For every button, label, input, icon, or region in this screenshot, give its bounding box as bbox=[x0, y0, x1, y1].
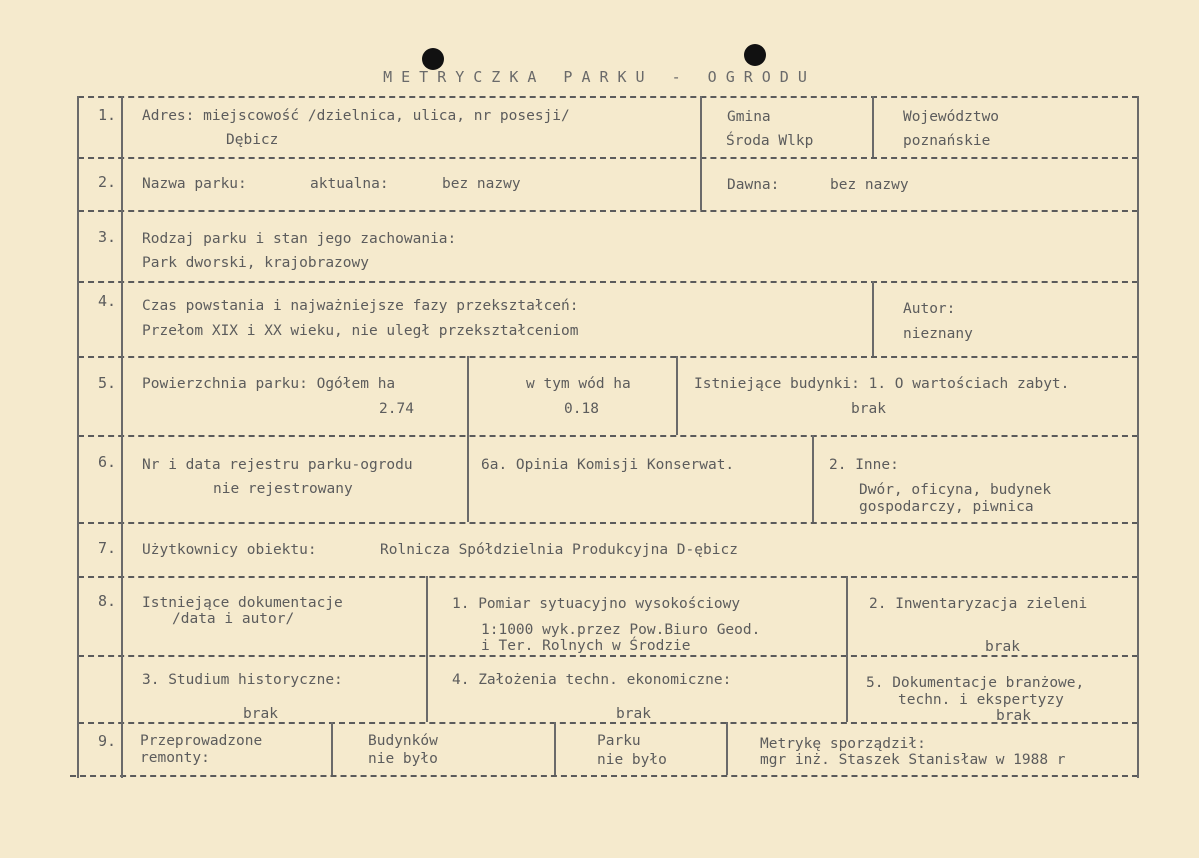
park-type-value: Park dworski, krajobrazowy bbox=[142, 255, 369, 271]
voivodeship-value: poznańskie bbox=[903, 133, 991, 149]
tech-econ-value: brak bbox=[616, 706, 651, 722]
form-title: METRYCZKA PARKU - OGRODU bbox=[383, 68, 816, 86]
r8-divider-inventory bbox=[846, 576, 848, 722]
park-renov-value: nie było bbox=[597, 752, 667, 768]
origin-label: Czas powstania i najważniejsze fazy przekształceń: bbox=[142, 298, 579, 314]
outer-right-border bbox=[1137, 96, 1139, 778]
prepared-by-value: mgr inż. Staszek Stanisław w 1988 r bbox=[760, 752, 1066, 768]
inventory-value: brak bbox=[985, 639, 1020, 655]
row-number-8: 8. bbox=[97, 592, 116, 610]
row-number-3: 3. bbox=[97, 228, 116, 246]
buildings-value: brak bbox=[851, 401, 886, 417]
current-name-value: bez nazwy bbox=[442, 176, 521, 192]
row-number-6: 6. bbox=[97, 453, 116, 471]
other-buildings-label: 2. Inne: bbox=[829, 457, 899, 473]
r4-divider-author bbox=[872, 281, 874, 356]
area-value: 2.74 bbox=[379, 401, 414, 417]
water-label: w tym wód ha bbox=[526, 376, 631, 392]
row-number-5: 5. bbox=[97, 374, 116, 392]
author-label: Autor: bbox=[903, 301, 956, 317]
current-name-label: aktualna: bbox=[310, 176, 389, 192]
prepared-by-label: Metrykę sporządził: bbox=[760, 736, 926, 752]
row-number-4: 4. bbox=[97, 292, 116, 310]
rule-4 bbox=[78, 356, 1138, 358]
history-value: brak bbox=[243, 706, 278, 722]
rule-8b bbox=[78, 722, 1138, 724]
rule-6 bbox=[78, 522, 1138, 524]
gmina-value: Środa Wlkp bbox=[726, 133, 814, 149]
number-column-divider bbox=[121, 96, 123, 778]
rule-top bbox=[78, 96, 1138, 98]
punch-hole-left bbox=[422, 48, 444, 70]
address-value: Dębicz bbox=[226, 132, 279, 148]
gmina-label: Gmina bbox=[727, 109, 771, 125]
row-number-2: 2. bbox=[97, 173, 116, 191]
other-buildings-value-1: Dwór, oficyna, budynek bbox=[859, 482, 1052, 498]
branch-docs-value: brak bbox=[996, 708, 1031, 724]
r9-divider-park bbox=[554, 722, 556, 775]
rule-3 bbox=[78, 281, 1138, 283]
park-name-label: Nazwa parku: bbox=[142, 176, 247, 192]
rule-1 bbox=[78, 157, 1138, 159]
inventory-label: 2. Inwentaryzacja zieleni bbox=[869, 596, 1088, 612]
origin-value: Przełom XIX i XX wieku, nie uległ przekształceniom bbox=[142, 323, 579, 339]
buildings-renov-value: nie było bbox=[368, 751, 438, 767]
tech-econ-label: 4. Założenia techn. ekonomiczne: bbox=[452, 672, 732, 688]
author-value: nieznany bbox=[903, 326, 973, 342]
r1-divider-gmina bbox=[700, 96, 702, 210]
address-label: Adres: miejscowość /dzielnica, ulica, nr posesji/ bbox=[142, 108, 570, 124]
users-value: Rolnicza Spółdzielnia Produkcyjna D-ębicz bbox=[380, 542, 738, 558]
other-buildings-value-2: gospodarczy, piwnica bbox=[859, 499, 1034, 515]
area-label: Powierzchnia parku: Ogółem ha bbox=[142, 376, 396, 392]
users-label: Użytkownicy obiektu: bbox=[142, 542, 317, 558]
park-type-label: Rodzaj parku i stan jego zachowania: bbox=[142, 231, 457, 247]
r9-divider-prepared bbox=[726, 722, 728, 775]
r9-divider-bldg bbox=[331, 722, 333, 775]
r6-divider-other bbox=[812, 435, 814, 522]
branch-docs-label-2: techn. i ekspertyzy bbox=[898, 692, 1064, 708]
survey-value-1: 1:1000 wyk.przez Pow.Biuro Geod. bbox=[481, 622, 761, 638]
r5-divider-water bbox=[467, 356, 469, 522]
docs-label-2: /data i autor/ bbox=[172, 611, 295, 627]
r5-divider-buildings bbox=[676, 356, 678, 435]
row-number-1: 1. bbox=[97, 106, 116, 124]
punch-hole-right bbox=[744, 44, 766, 66]
rule-2 bbox=[78, 210, 1138, 212]
rule-7 bbox=[78, 576, 1138, 578]
outer-left-border bbox=[77, 96, 79, 778]
conservator-opinion-label: 6a. Opinia Komisji Konserwat. bbox=[481, 457, 735, 473]
water-value: 0.18 bbox=[564, 401, 599, 417]
survey-value-2: i Ter. Rolnych w Środzie bbox=[481, 638, 691, 654]
r1-divider-woj bbox=[872, 96, 874, 157]
rule-bottom bbox=[70, 775, 1138, 777]
branch-docs-label-1: 5. Dokumentacje branżowe, bbox=[866, 675, 1085, 691]
buildings-label: Istniejące budynki: 1. O wartościach zabyt. bbox=[694, 376, 1070, 392]
renovations-label-1: Przeprowadzone bbox=[140, 733, 263, 749]
docs-label-1: Istniejące dokumentacje bbox=[142, 595, 343, 611]
former-name-label: Dawna: bbox=[727, 177, 780, 193]
register-label: Nr i data rejestru parku-ogrodu bbox=[142, 457, 413, 473]
row-number-7: 7. bbox=[97, 539, 116, 557]
buildings-renov-label: Budynków bbox=[368, 733, 438, 749]
register-value: nie rejestrowany bbox=[213, 481, 353, 497]
history-label: 3. Studium historyczne: bbox=[142, 672, 343, 688]
r8-divider-survey bbox=[426, 576, 428, 722]
former-name-value: bez nazwy bbox=[830, 177, 909, 193]
rule-5 bbox=[78, 435, 1138, 437]
park-renov-label: Parku bbox=[597, 733, 641, 749]
renovations-label-2: remonty: bbox=[140, 750, 210, 766]
voivodeship-label: Województwo bbox=[903, 109, 1000, 125]
survey-label: 1. Pomiar sytuacyjno wysokościowy bbox=[452, 596, 741, 612]
row-number-9: 9. bbox=[97, 732, 116, 750]
